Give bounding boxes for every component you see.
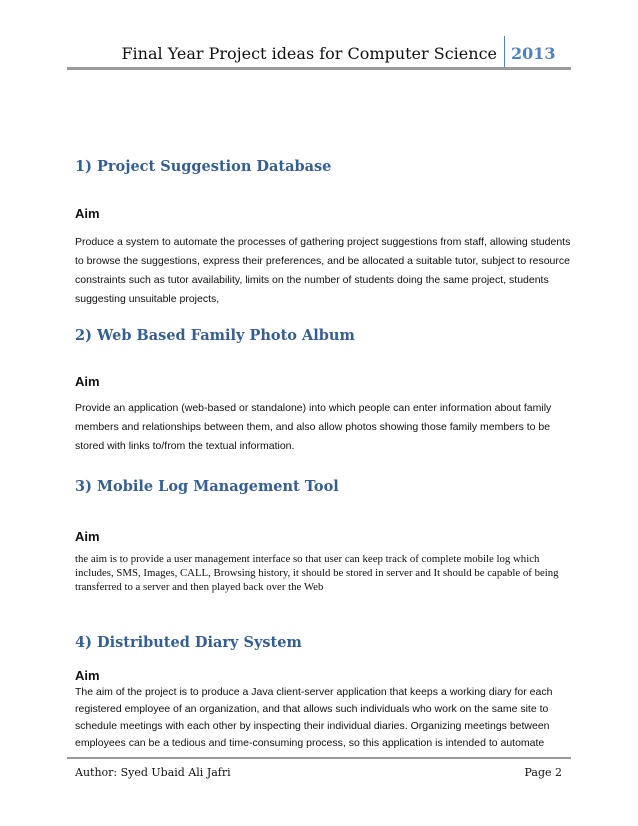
page-number: Page 2	[524, 766, 562, 779]
section-body: Provide an application (web-based or standalone) into which people can enter information about family members and relationships between them, and also allow photos showing those family members to be stored with links to/from the textual information.	[75, 402, 552, 452]
section-web-based-family-photo-album	[75, 327, 575, 452]
footer-rule	[67, 757, 571, 759]
section-body: the aim is to provide a user management interface so that user can keep track of complete mobile log which includes, SMS, Images, CALL, Browsing history, it should be stored in server and It should be capable of being transferred to a server and then played back over the Web	[75, 553, 559, 593]
section-body: Produce a system to automate the processes of gathering project suggestions from staff, allowing students to browse the suggestions, express their preferences, and be allocated a suitable tutor, subject to resource constraints such as tutor availability, limits on the number of students doing the same project, students suggesting unsuitable projects,	[75, 236, 571, 305]
section-heading: 4) Distributed Diary System	[75, 634, 302, 651]
page-header	[0, 0, 638, 70]
section-mobile-log-management-tool	[75, 478, 575, 593]
aim-label: Aim	[75, 206, 100, 221]
header-rule	[67, 67, 571, 70]
header-divider	[504, 36, 505, 70]
aim-label: Aim	[75, 668, 100, 683]
aim-label: Aim	[75, 374, 100, 389]
aim-label: Aim	[75, 529, 100, 544]
document-year: 2013	[511, 44, 556, 63]
section-heading: 2) Web Based Family Photo Album	[75, 327, 355, 344]
section-heading: 1) Project Suggestion Database	[75, 158, 332, 175]
section-body: The aim of the project is to produce a Java client-server application that keeps a working diary for each registered employee of an organization, and that allows such individuals who work on the same site to schedule meetings with each other by inspecting their individual diaries. Organizing meetings between employees can be a tedious and time-consuming process, so this application is intended to automate	[75, 686, 553, 749]
footer-author: Author: Syed Ubaid Ali Jafri	[75, 766, 231, 779]
section-heading: 3) Mobile Log Management Tool	[75, 478, 339, 495]
document-title: Final Year Project ideas for Computer Science	[121, 44, 497, 63]
section-project-suggestion-database	[75, 158, 575, 305]
section-distributed-diary-system	[75, 634, 575, 749]
